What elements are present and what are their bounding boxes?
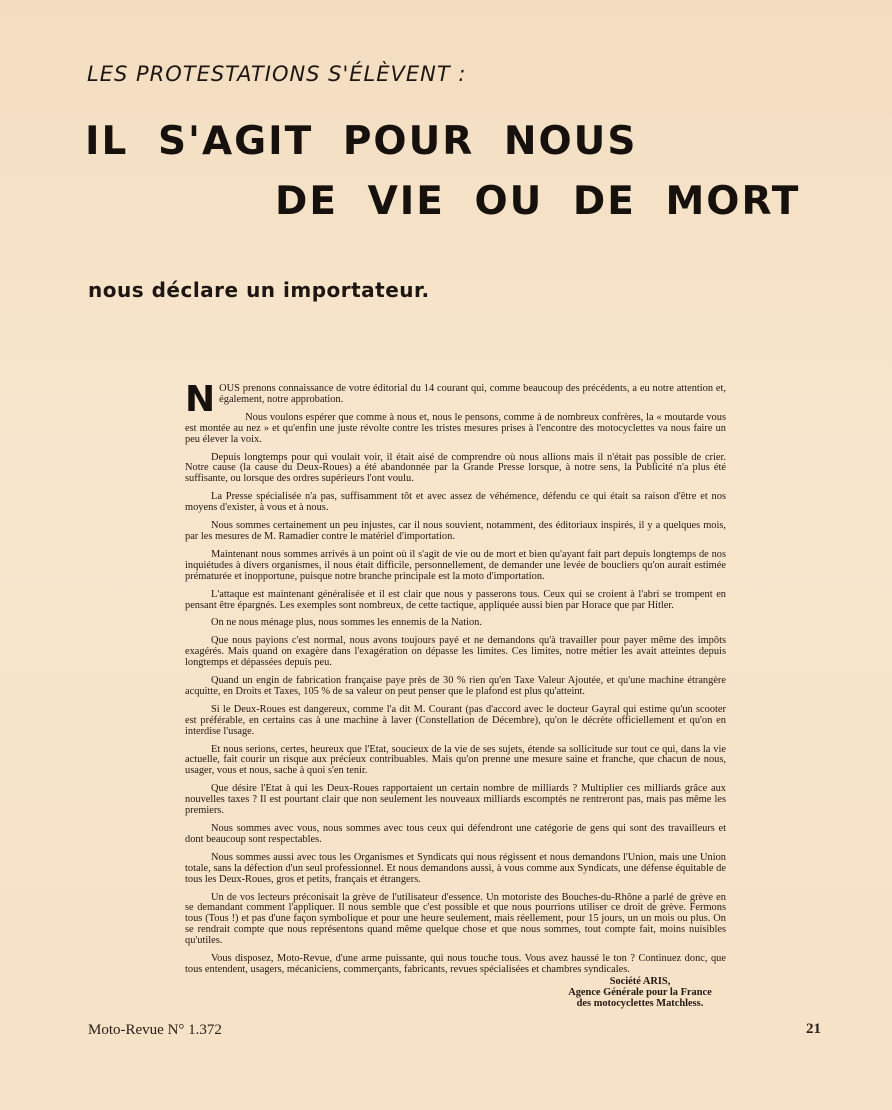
- headline-line-1: IL S'AGIT POUR NOUS: [85, 119, 638, 164]
- article-body: [185, 379, 726, 983]
- article-paragraph: Nous voulons espérer que comme à nous et, nous le pensons, comme à de nombreux confrères, la « moutarde vous est montée au nez » et qu'enfin une juste révolte contre les tristes mesures prises à l'encontre des motocyclettes va nous faire un peu élever la voix.: [185, 411, 726, 445]
- article-paragraph: La Presse spécialisée n'a pas, suffisamment tôt et avec assez de véhémence, défendu ce qui était sa raison d'être et nos moyens d'exister, à vous et à nous.: [185, 491, 726, 514]
- article-paragraph: Maintenant nous sommes arrivés à un point où il s'agit de vie ou de mort et bien qu'ayant fait part depuis longtemps de nos inquiétudes à divers organismes, il nous était difficile, personnellement, de demander une levée de boucliers qu'on aurait estimée prématurée et inopportune, puisque notre branche principale est la moto d'importation.: [185, 548, 726, 582]
- signature-line-3: des motocyclettes Matchless.: [576, 997, 704, 1009]
- article-paragraph: Et nous serions, certes, heureux que l'Etat, soucieux de la vie de ses sujets, étende sa sollicitude sur tout ce qui, dans la vie actuelle, fait courir un risque aux précieux contribuables. Mais qu'on prenne une mesure saine et franche, que chacun de nous, usager, vous et nous, sache à quoi s'en tenir.: [185, 743, 726, 777]
- article-paragraph: Si le Deux-Roues est dangereux, comme l'a dit M. Courant (pas d'accord avec le docteur Gayral qui estime qu'un scooter est préférable, en certains cas à une machine à laver (Constellation de Décembre), qu'on le décrète officiellement et qu'on en interdise l'usage.: [185, 703, 726, 737]
- drop-cap: N: [185, 379, 216, 420]
- headline: [85, 112, 800, 232]
- kicker: LES PROTESTATIONS S'ÉLÈVENT :: [87, 62, 467, 86]
- article-paragraph: Nous sommes certainement un peu injustes, car il nous souvient, notamment, des éditoriaux inspirés, il y a quelques mois, par les mesures de M. Ramadier contre le matériel d'importation.: [185, 520, 726, 542]
- article-paragraph: Depuis longtemps pour qui voulait voir, il était aisé de comprendre où nous allions mais il n'était pas possible de crier. Notre cause (la cause du Deux-Roues) a été abandonnée par la Grande Presse lorsque, à notre sens, la Publicité n'a plus été suffisante, ou lorsque des ordres supérieurs l'ont voulu.: [185, 451, 726, 485]
- article-paragraph: Nous sommes aussi avec tous les Organismes et Syndicats qui nous régissent et nous demandons l'Union, mais une Union totale, sans la défection d'un seul professionnel. Et nous demandons aussi, à vous comme aux Syndicats, une défense équitable de tous les Deux-Roues, gros et petits, français et étrangers.: [185, 851, 726, 885]
- article-paragraph: Que désire l'Etat à qui les Deux-Roues rapportaient un certain nombre de milliards ? Multiplier ces milliards grâce aux nouvelles taxes ? Il est pourtant clair que non seulement les nouveaux milliards escomptés ne rentreront pas, mais pas même les premiers.: [185, 783, 726, 817]
- headline-line-2: DE VIE OU DE MORT: [275, 179, 801, 224]
- article-paragraph: NOUS prenons connaissance de votre éditorial du 14 courant qui, comme beaucoup des précédents, a eu notre attention et, également, notre approbation.: [185, 379, 726, 420]
- signature-line-2: Agence Générale pour la France: [568, 986, 712, 998]
- issue-label: Moto-Revue N° 1.372: [88, 1022, 222, 1038]
- signature: [520, 977, 760, 1010]
- article-paragraph: Quand un engin de fabrication française paye près de 30 % rien qu'en Taxe Valeur Ajoutée, et qu'une machine étrangère acquitte, en Droits et Taxes, 105 % de sa valeur on peut penser que le plafond est plus qu'atteint.: [185, 675, 726, 697]
- subhead: nous déclare un importateur.: [88, 278, 430, 302]
- article-paragraph: Nous sommes avec vous, nous sommes avec tous ceux qui défendront une catégorie de gens qui sont des travailleurs et dont beaucoup sont respectables.: [185, 823, 726, 845]
- article-paragraph: L'attaque est maintenant généralisée et il est clair que nous y passerons tous. Ceux qui se croient à l'abri se trompent en pensant être épargnés. Les exemples sont nombreux, de cette tactique, appliquée aussi bien par Horace que par Hitler.: [185, 588, 726, 611]
- article-paragraph: Un de vos lecteurs préconisait la grève de l'utilisateur d'essence. Un motoriste des Bouches-du-Rhône a parlé de grève en se demandant comment l'appliquer. Il nous semble que c'est possible et que nous pourrions utiliser ce droit de grève. Fermons tous (Tous !) et pas d'une façon symbolique et pour une heure seulement, mais réellement, pour 15 jours, un un mois ou plus. On se rendrait compte que nous représentons quand même quelque chose et que nous sommes, tout compte fait, moins nuisibles qu'utiles.: [185, 891, 726, 947]
- article-paragraph: On ne nous ménage plus, nous sommes les ennemis de la Nation.: [211, 617, 482, 629]
- signature-line-1: Société ARIS,: [609, 976, 671, 987]
- article-paragraph: Que nous payions c'est normal, nous avons toujours payé et ne demandons qu'à travailler pour payer même des impôts exagérés. Mais quand on exagère dans l'exagération on dépasse les limites. Ces limites, notre métier les avait atteintes depuis longtemps et dépassées depuis peu.: [185, 635, 726, 669]
- page-number: 21: [806, 1021, 821, 1037]
- article-paragraph: Vous disposez, Moto-Revue, d'une arme puissante, qui nous touche tous. Vous avez haussé le ton ? Continuez donc, que tous entendent, usagers, mécaniciens, commerçants, fabricants, revues spécialisées et chambres syndicales.: [185, 953, 726, 975]
